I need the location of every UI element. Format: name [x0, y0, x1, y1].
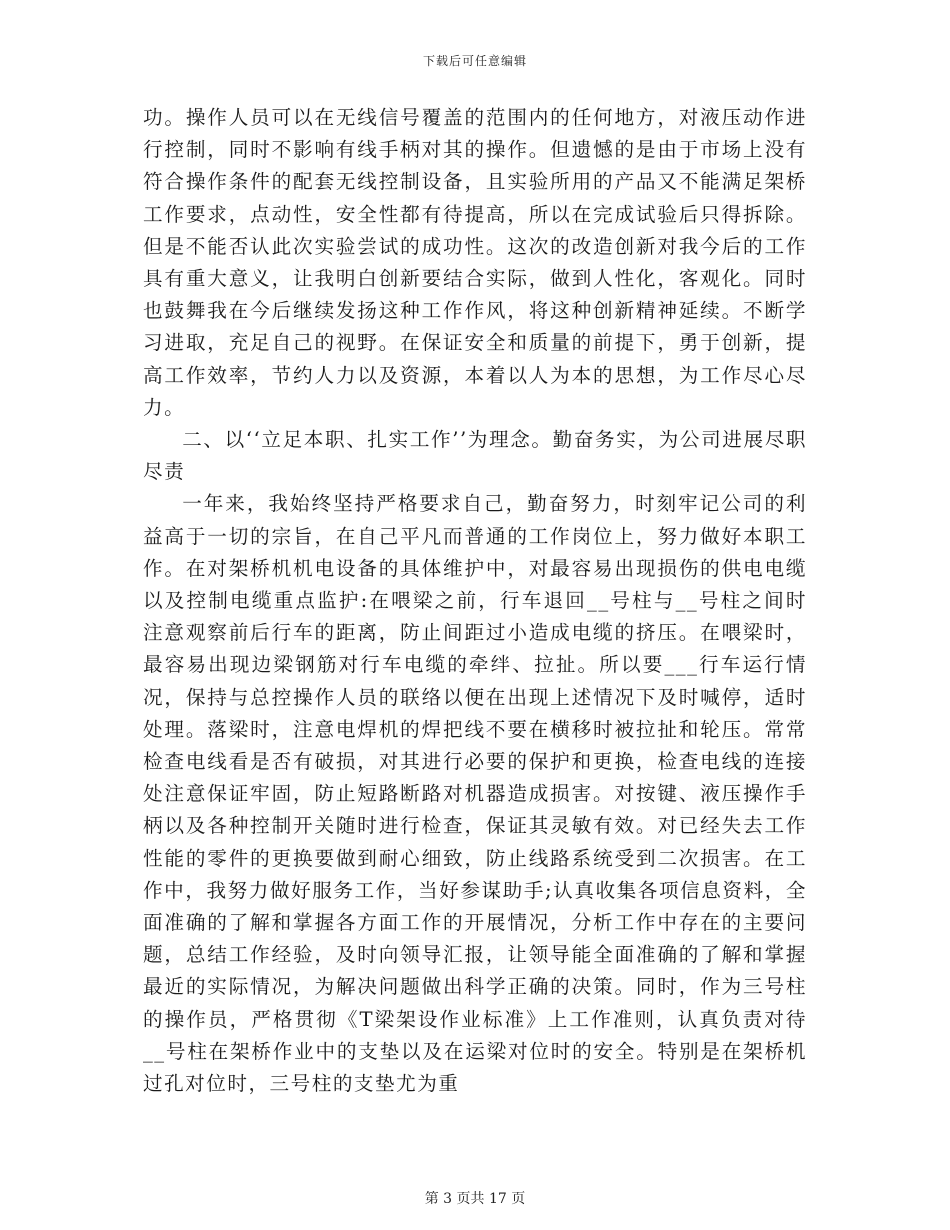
page-number: 第 3 页共 17 页 [424, 1191, 526, 1207]
page-header: 下载后可任意编辑 [422, 54, 527, 68]
section-heading: 二、以‘‘立足本职、扎实工作’’为理念。勤奋务实，为公司进展尽职尽责 [143, 428, 807, 484]
paragraph-1: 功。操作人员可以在无线信号覆盖的范围内的任何地方，对液压动作进行控制，同时不影响有线手柄对其的操作。但遗憾的是由于市场上没有符合操作条件的配套无线控制设备，且实验所用的产品又不能满足架桥工作要求，点动性，安全性都有待提高，所以在完成试验后只得拆除。但是不能否认此次实验尝试的成功性。这次的改造创新对我今后的工作具有重大意义，让我明白创新要结合实际，做到人性化，客观化。同时也鼓舞我在今后继续发扬这种工作作风，将这种创新精神延续。不断学习进取，充足自己的视野。在保证安全和质量的前提下，勇于创新，提高工作效率，节约人力以及资源，本着以人为本的思想，为工作尽心尽力。 [143, 106, 807, 419]
paragraph-2: 一年来，我始终坚持严格要求自己，勤奋努力，时刻牢记公司的利益高于一切的宗旨，在自己平凡而普通的工作岗位上，努力做好本职工作。在对架桥机机电设备的具体维护中，对最容易出现损伤的供电电缆以及控制电缆重点监护:在喂梁之前，行车退回__号柱与__号柱之间时注意观察前后行车的距离，防止间距过小造成电缆的挤压。在喂梁时，最容易出现边梁钢筋对行车电缆的牵绊、拉扯。所以要___行车运行情况，保持与总控操作人员的联络以便在出现上述情况下及时喊停，适时处理。落梁时，注意电焊机的焊把线不要在横移时被拉扯和轮压。常常检查电线看是否有破损，对其进行必要的保护和更换，检查电线的连接处注意保证牢固，防止短路断路对机器造成损害。对按键、液压操作手柄以及各种控制开关随时进行检查，保证其灵敏有效。对已经失去工作性能的零件的更换要做到耐心细致，防止线路系统受到二次损害。在工作中，我努力做好服务工作，当好参谋助手;认真收集各项信息资料，全面准确的了解和掌握各方面工作的开展情况，分析工作中存在的主要问题，总结工作经验，及时向领导汇报，让领导能全面准确的了解和掌握最近的实际情况，为解决问题做出科学正确的决策。同时，作为三号柱的操作员，严格贯彻《T梁架设作业标准》上工作准则，认真负责对待__号柱在架桥作业中的支垫以及在运梁对位时的安全。特别是在架桥机过孔对位时，三号柱的支垫尤为重 [143, 492, 807, 1096]
document-body [143, 102, 807, 1100]
